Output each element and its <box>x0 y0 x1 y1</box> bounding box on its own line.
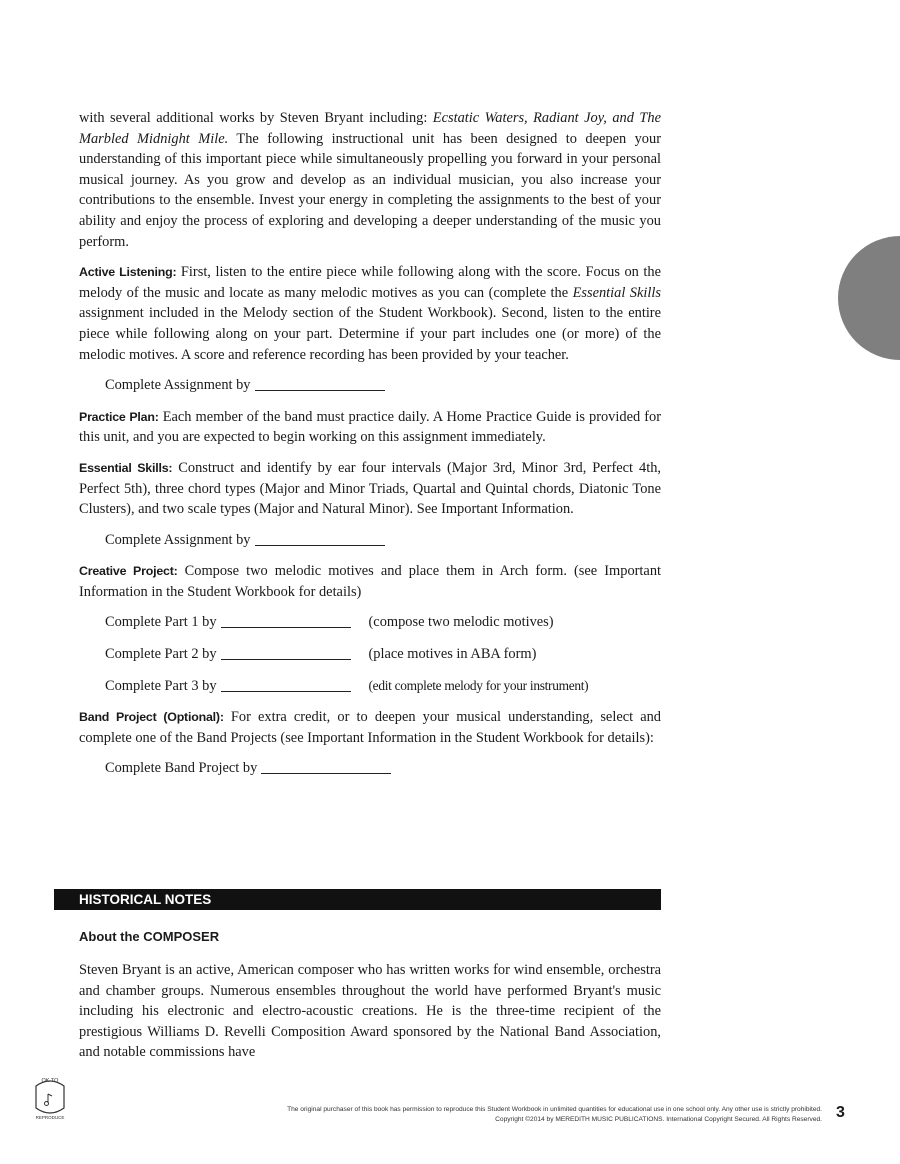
part-note: (edit complete melody for your instrument) <box>368 677 589 693</box>
active-listening-paragraph <box>79 262 661 365</box>
practice-plan-heading: Practice Plan: <box>79 409 159 424</box>
active-listening-assignment <box>105 375 661 396</box>
assignment-label: Complete Assignment by <box>105 531 251 548</box>
composer-subheading: About the COMPOSER <box>79 929 220 944</box>
creative-project-part-1 <box>105 612 661 633</box>
essential-skills-text: Construct and identify by ear four intervals (Major 3rd, Minor 3rd, Perfect 4th, Perfect 5th), three chord types (Major and Minor Triads, Quartal and Quintal chords, Diatonic Tone Clusters), and two scale types (Major and Natural Minor). See Important Information. <box>79 459 661 518</box>
due-date-blank[interactable] <box>255 530 385 546</box>
active-listening-heading: Active Listening: <box>79 265 177 280</box>
creative-project-part-2 <box>105 644 661 665</box>
section-heading-bar: HISTORICAL NOTES <box>54 889 661 910</box>
intro-paragraph <box>79 108 661 252</box>
assignment-label: Complete Band Project by <box>105 760 258 777</box>
intro-text: with several additional works by Steven Bryant including: <box>79 110 433 126</box>
due-date-blank[interactable] <box>221 676 351 692</box>
page-edge-tab <box>838 236 900 360</box>
due-date-blank[interactable] <box>221 644 351 660</box>
logo-top-text: OK TO <box>41 1078 59 1084</box>
due-date-blank[interactable] <box>261 758 391 774</box>
band-project-heading: Band Project (Optional): <box>79 710 224 725</box>
ok-to-reproduce-logo <box>28 1070 72 1122</box>
part-note: (compose two melodic motives) <box>368 614 554 631</box>
page-number: 3 <box>836 1104 845 1121</box>
due-date-blank[interactable] <box>221 612 351 628</box>
workbook-body <box>79 108 661 790</box>
essential-skills-paragraph <box>79 458 661 520</box>
practice-plan-paragraph <box>79 407 661 448</box>
copyright-footer <box>100 1105 822 1125</box>
band-project-assignment <box>105 758 661 779</box>
band-project-paragraph <box>79 707 661 748</box>
intro-works-title: Ecstatic Waters, Radiant Joy, and The Marbled Midnight Mile. <box>79 110 661 147</box>
essential-skills-heading: Essential Skills: <box>79 460 173 475</box>
essential-skills-assignment <box>105 530 661 551</box>
creative-project-part-3 <box>105 676 661 697</box>
footer-permission-text: The original purchaser of this book has permission to reproduce this Student Workbook in unlimited quantities for educational use in one school only. Any other use is strictly prohibited. <box>287 1106 822 1113</box>
part-note: (place motives in ABA form) <box>368 646 537 663</box>
essential-skills-reference: Essential Skills <box>572 284 661 301</box>
part-label: Complete Part 1 by <box>105 614 217 631</box>
creative-project-text: Compose two melodic motives and place them in Arch form. (see Important Information in the Student Workbook for details) <box>79 563 662 600</box>
due-date-blank[interactable] <box>255 375 385 391</box>
part-label: Complete Part 3 by <box>105 677 217 694</box>
creative-project-heading: Creative Project: <box>79 564 178 579</box>
active-listening-text-continued: assignment included in the Melody section of the Student Workbook). Second, listen to the entire piece while following along on your part. Determine if your part includes one (or more) of the melodic motives. A score and reference recording has been provided by your teacher. <box>79 305 661 363</box>
composer-bio: Steven Bryant is an active, American composer who has written works for wind ensemble, orchestra and chamber groups. Numerous ensembles throughout the world have performed Bryant's music including his electronic and electro-acoustic creations. He is the three-time recipient of the prestigious Williams D. Revelli Composition Award sponsored by the National Band Association, and notable commissions have <box>79 962 661 1061</box>
intro-text-continued: The following instructional unit has been designed to deepen your understanding of this important piece while simultaneously propelling you forward in your personal musical journey. As you grow and develop as an individual musician, you also increase your contributions to the ensemble. Invest your energy in completing the assignments to the best of your ability and enjoy the process of exploring and developing a deeper understanding of the music you perform. <box>79 130 661 250</box>
footer-copyright-text: Copyright ©2014 by MEREDITH MUSIC PUBLICATIONS. International Copyright Secured. All Rights Reserved. <box>495 1116 822 1123</box>
practice-plan-text: Each member of the band must practice daily. A Home Practice Guide is provided for this unit, and you are expected to begin working on this assignment immediately. <box>79 408 661 446</box>
assignment-label: Complete Assignment by <box>105 377 251 394</box>
part-label: Complete Part 2 by <box>105 646 217 663</box>
band-project-text: For extra credit, or to deepen your musical understanding, select and complete one of the Band Projects (see Important Information in the Student Workbook for details): <box>79 709 661 746</box>
creative-project-paragraph <box>79 561 661 602</box>
logo-bottom-text: REPRODUCE <box>35 1115 65 1120</box>
active-listening-text: First, listen to the entire piece while following along with the score. Focus on the melody of the music and locate as many melodic motives as you can (complete the <box>79 264 661 301</box>
